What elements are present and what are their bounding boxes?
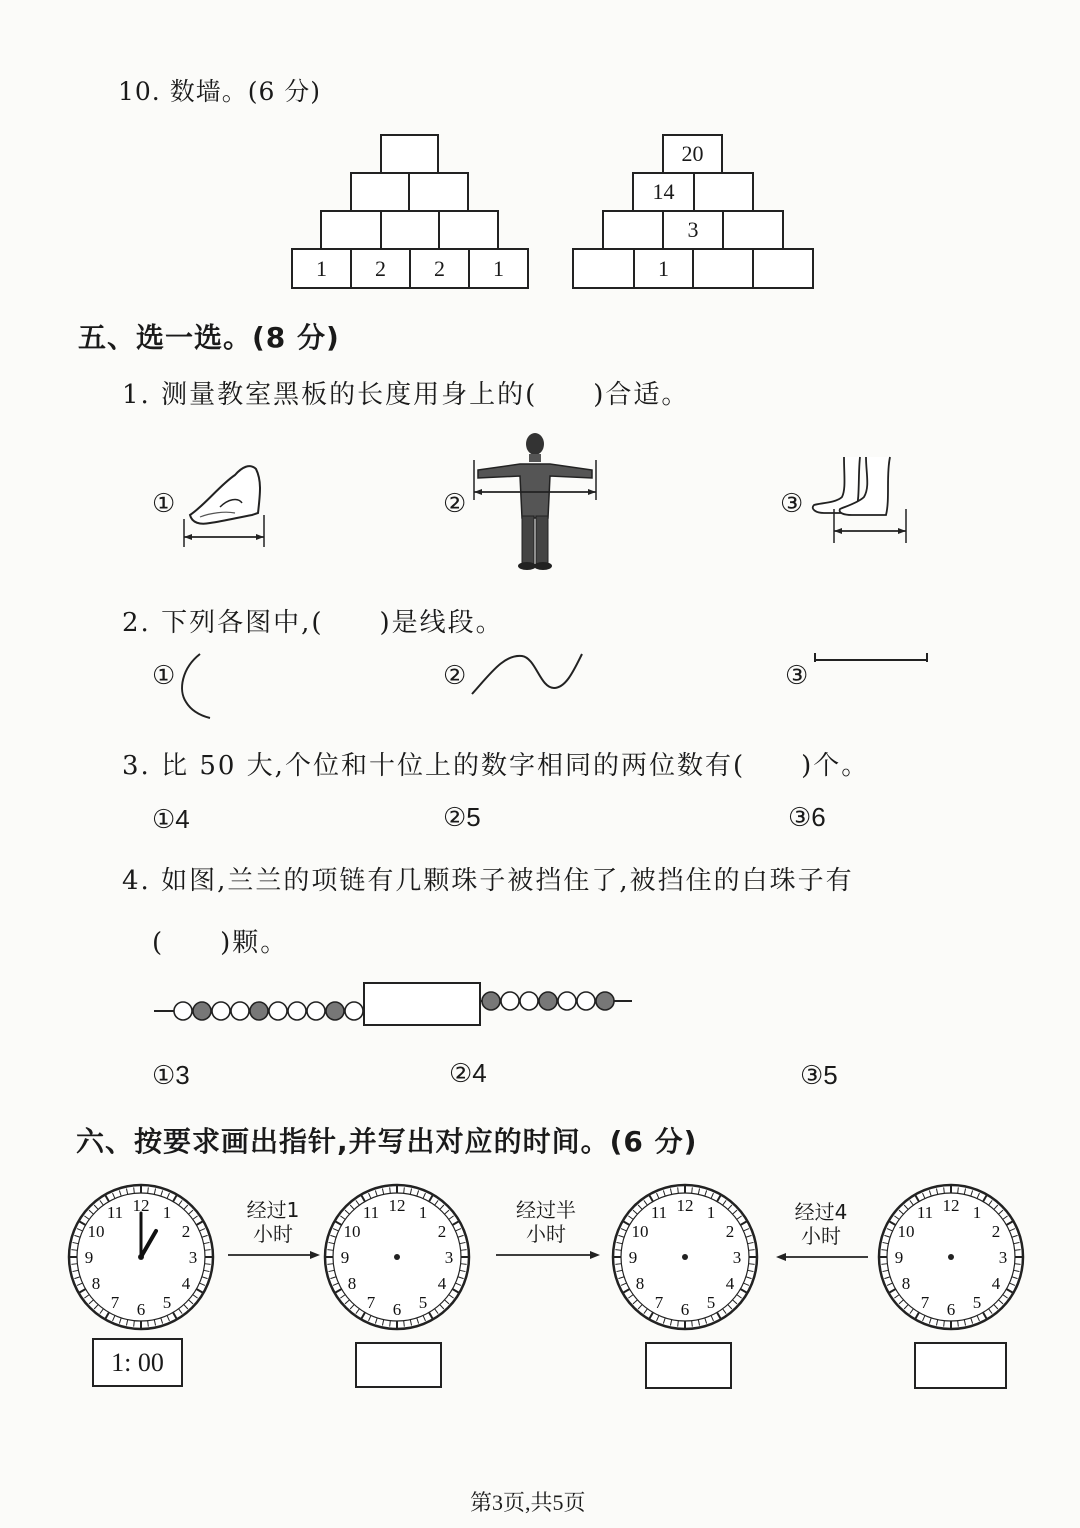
bead-right-7	[596, 992, 614, 1010]
q1-option-3-label[interactable]: ③	[780, 488, 804, 518]
clock-number: 3	[444, 1248, 454, 1267]
q4-option-3[interactable]: ③5	[800, 1060, 838, 1090]
clock-number: 1	[706, 1202, 716, 1222]
arrow-label-1-line1: 经过1	[246, 1198, 300, 1222]
wall-cell: 1	[291, 248, 352, 289]
clock-number: 2	[181, 1222, 191, 1241]
clock-number: 7	[654, 1293, 664, 1313]
clock-number: 8	[901, 1274, 911, 1293]
clock-number: 11	[106, 1202, 124, 1222]
bead-right-2	[501, 992, 519, 1010]
clock-number: 1	[162, 1202, 172, 1222]
q2-text: 2. 下列各图中,( )是线段。	[122, 608, 504, 638]
q2-option-3-label[interactable]: ③	[785, 660, 809, 690]
clock-number: 1	[972, 1202, 982, 1222]
wall-cell[interactable]	[693, 172, 754, 212]
q3-option-1[interactable]: ①4	[152, 804, 190, 834]
wall-cell[interactable]	[380, 210, 440, 250]
wall-cell: 2	[409, 248, 470, 289]
clock-number: 4	[181, 1274, 191, 1293]
hand-span-illustration	[180, 455, 270, 550]
right-arrow-icon	[226, 1248, 322, 1262]
wall-cell: 1	[468, 248, 529, 289]
time-box-2[interactable]	[355, 1342, 442, 1388]
arrow-label-2-line1: 经过半	[516, 1198, 576, 1222]
clock-number: 12	[942, 1196, 960, 1215]
clock-number: 11	[650, 1202, 668, 1222]
arrow-label-3	[776, 1200, 866, 1248]
clock-number: 6	[136, 1300, 146, 1319]
wall-cell: 2	[350, 248, 411, 289]
q2-option-1-label[interactable]: ①	[152, 660, 176, 690]
clock-number: 9	[894, 1248, 904, 1267]
bead-left-3	[212, 1002, 230, 1020]
q4-option-2[interactable]: ②4	[449, 1058, 487, 1088]
clock-1	[66, 1182, 216, 1332]
clock-number: 10	[631, 1222, 649, 1241]
clock-number: 2	[991, 1222, 1001, 1241]
clock-2[interactable]	[322, 1182, 472, 1332]
clock-number: 9	[340, 1248, 350, 1267]
wall-cell[interactable]	[572, 248, 635, 289]
clock-number: 9	[628, 1248, 638, 1267]
q3-option-2[interactable]: ②5	[443, 802, 481, 832]
wall-cell[interactable]	[350, 172, 410, 212]
clock-number: 10	[897, 1222, 915, 1241]
clock-4[interactable]	[876, 1182, 1026, 1332]
arrow-label-3-line2: 小时	[801, 1224, 841, 1248]
arrow-label-2-line2: 小时	[526, 1222, 566, 1246]
wall-cell[interactable]	[380, 134, 439, 174]
time-box-3[interactable]	[645, 1342, 732, 1389]
clock-number: 2	[725, 1222, 735, 1241]
page-footer: 第3页,共5页	[470, 1490, 586, 1515]
q4-option-1[interactable]: ①3	[152, 1060, 190, 1090]
clock-number: 3	[998, 1248, 1008, 1267]
bead-left-8	[307, 1002, 325, 1020]
bead-left-10	[345, 1002, 363, 1020]
time-box-4[interactable]	[914, 1342, 1007, 1389]
section5-title: 五、选一选。(8 分)	[78, 321, 340, 354]
bead-right-4	[539, 992, 557, 1010]
clock-number: 1	[418, 1202, 428, 1222]
clock-number: 6	[680, 1300, 690, 1319]
q1-option-2-label[interactable]: ②	[443, 488, 467, 518]
covered-beads-box	[364, 983, 480, 1025]
clock-number: 8	[635, 1274, 645, 1293]
q3-text: 3. 比 50 大,个位和十位上的数字相同的两位数有( )个。	[122, 751, 870, 781]
bead-right-3	[520, 992, 538, 1010]
right-arrow-icon	[494, 1248, 602, 1262]
clock-number: 5	[972, 1293, 982, 1313]
arrow-label-1-line2: 小时	[253, 1222, 293, 1246]
wall-cell[interactable]	[438, 210, 499, 250]
bead-left-7	[288, 1002, 306, 1020]
wall-cell[interactable]	[408, 172, 469, 212]
clock-number: 5	[706, 1293, 716, 1313]
arrow-label-2	[496, 1198, 596, 1246]
bead-left-5	[250, 1002, 268, 1020]
clock-number: 9	[84, 1248, 94, 1267]
clock-number: 11	[916, 1202, 934, 1222]
clock-number: 8	[91, 1274, 101, 1293]
clock-number: 12	[388, 1196, 406, 1215]
bead-left-9	[326, 1002, 344, 1020]
clock-number: 5	[162, 1293, 172, 1313]
q1-text: 1. 测量教室黑板的长度用身上的( )合适。	[122, 380, 690, 410]
line-segment-figure	[812, 650, 932, 666]
wall-cell: 14	[632, 172, 695, 212]
bead-right-6	[577, 992, 595, 1010]
q1-option-1-label[interactable]: ①	[152, 488, 176, 518]
bead-left-1	[174, 1002, 192, 1020]
wavy-line-figure	[470, 648, 584, 698]
wall-cell: 3	[662, 210, 724, 250]
curve-line-figure	[176, 650, 216, 722]
clock-number: 7	[920, 1293, 930, 1313]
arm-span-person-illustration	[470, 430, 600, 575]
clock-number: 10	[343, 1222, 361, 1241]
bead-left-4	[231, 1002, 249, 1020]
wall-cell[interactable]	[320, 210, 382, 250]
clock-number: 4	[991, 1274, 1001, 1293]
clock-number: 12	[676, 1196, 694, 1215]
clock-3[interactable]	[610, 1182, 760, 1332]
q4-text-line1: 4. 如图,兰兰的项链有几颗珠子被挡住了,被挡住的白珠子有	[122, 866, 854, 896]
wall-cell[interactable]	[752, 248, 814, 289]
left-arrow-icon	[774, 1250, 870, 1264]
clock-number: 11	[362, 1202, 380, 1222]
clock-number: 7	[366, 1293, 376, 1313]
bead-left-6	[269, 1002, 287, 1020]
bead-left-2	[193, 1002, 211, 1020]
wall-cell: 1	[633, 248, 694, 289]
clock-number: 8	[347, 1274, 357, 1293]
wall-cell[interactable]	[602, 210, 664, 250]
clock-number: 10	[87, 1222, 105, 1241]
clock-number: 4	[725, 1274, 735, 1293]
wall-cell: 20	[662, 134, 723, 174]
arrow-label-1	[228, 1198, 318, 1246]
clock-number: 7	[110, 1293, 120, 1313]
bead-necklace-figure	[150, 978, 636, 1030]
time-box-1: 1: 00	[92, 1338, 183, 1387]
clock-number: 12	[132, 1196, 150, 1215]
clock-number: 4	[437, 1274, 447, 1293]
bead-right-5	[558, 992, 576, 1010]
wall-cell[interactable]	[722, 210, 784, 250]
q2-option-2-label[interactable]: ②	[443, 660, 467, 690]
q3-option-3[interactable]: ③6	[788, 802, 826, 832]
section6-title: 六、按要求画出指针,并写出对应的时间。(6 分)	[76, 1125, 698, 1158]
wall-cell[interactable]	[692, 248, 754, 289]
clock-number: 5	[418, 1293, 428, 1313]
clock-number: 2	[437, 1222, 447, 1241]
clock-number: 6	[392, 1300, 402, 1319]
clock-number: 3	[188, 1248, 198, 1267]
arrow-label-3-line1: 经过4	[794, 1200, 848, 1224]
q4-text-line2: ( )颗。	[152, 928, 289, 958]
clock-number: 6	[946, 1300, 956, 1319]
bead-right-1	[482, 992, 500, 1010]
foot-length-illustration	[810, 455, 910, 547]
q10-title: 10. 数墙。(6 分)	[118, 77, 322, 106]
clock-number: 3	[732, 1248, 742, 1267]
